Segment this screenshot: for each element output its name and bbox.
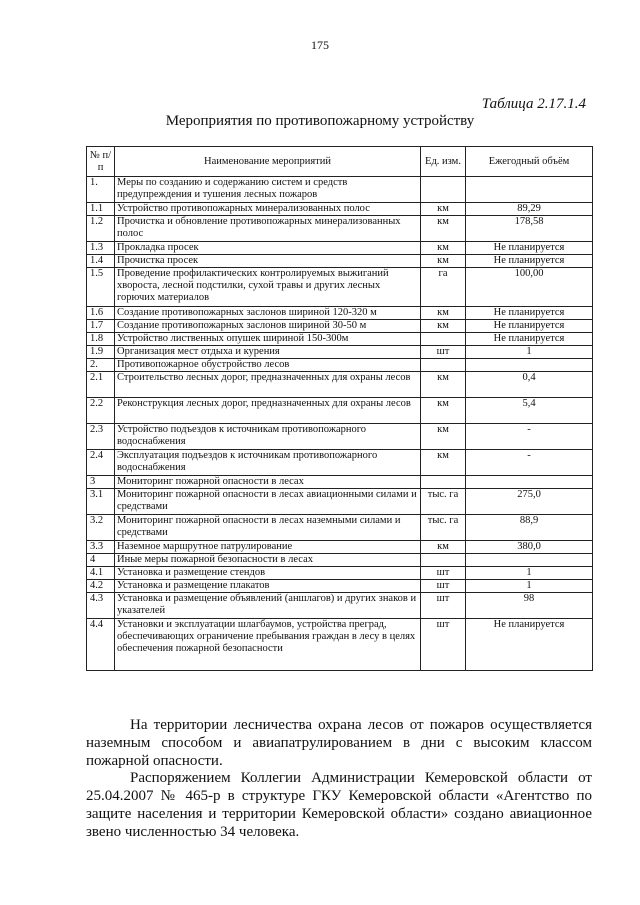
measures-table: [86, 146, 593, 671]
row-volume: [466, 177, 593, 203]
row-volume: 5,4: [466, 398, 593, 424]
table-title: Мероприятия по противопожарному устройству: [165, 113, 475, 129]
row-volume: [466, 359, 593, 372]
row-number: 1.3: [87, 242, 115, 255]
table-row: [87, 450, 593, 476]
row-name: Устройство лиственных опушек шириной 150-300м: [115, 333, 421, 346]
table-row: [87, 515, 593, 541]
table-row: [87, 424, 593, 450]
row-number: 1.5: [87, 268, 115, 307]
row-volume: 88,9: [466, 515, 593, 541]
table-row: [87, 580, 593, 593]
row-name: Эксплуатация подъездов к источникам противопожарного водоснабжения: [115, 450, 421, 476]
row-name: Установка и размещение объявлений (аншлагов) и других знаков и указателей: [115, 593, 421, 619]
row-number: 2.3: [87, 424, 115, 450]
row-name: Иные меры пожарной безопасности в лесах: [115, 554, 421, 567]
row-number: 3: [87, 476, 115, 489]
row-name: Прокладка просек: [115, 242, 421, 255]
row-volume: Не планируется: [466, 242, 593, 255]
row-number: 1.2: [87, 216, 115, 242]
table-row: [87, 307, 593, 320]
row-name: Установки и эксплуатации шлагбаумов, устройства преград, обеспечивающих ограничение пребывания граждан в лесу в целях обеспечения пожарной безопасности: [115, 619, 421, 671]
row-volume: 1: [466, 567, 593, 580]
table-row: [87, 489, 593, 515]
row-unit: км: [421, 372, 466, 398]
paragraph-aviation-unit: Распоряжением Коллегии Администрации Кемеровской области от 25.04.2007 № 465-р в структуре ГКУ Кемеровской области «Агентство по защите населения и территории Кемеровской области» создано авиационное звено численностью 34 человека.: [86, 770, 592, 840]
table-row: [87, 372, 593, 398]
row-volume: 178,58: [466, 216, 593, 242]
table-row: [87, 203, 593, 216]
row-name: Создание противопожарных заслонов шириной 30-50 м: [115, 320, 421, 333]
row-unit: тыс. га: [421, 489, 466, 515]
row-name: Установка и размещение плакатов: [115, 580, 421, 593]
row-volume: Не планируется: [466, 307, 593, 320]
row-volume: 275,0: [466, 489, 593, 515]
row-unit: км: [421, 541, 466, 554]
row-name: Прочистка и обновление противопожарных минерализованных полос: [115, 216, 421, 242]
row-name: Создание противопожарных заслонов шириной 120-320 м: [115, 307, 421, 320]
row-unit: км: [421, 424, 466, 450]
row-volume: 380,0: [466, 541, 593, 554]
row-unit: км: [421, 450, 466, 476]
row-number: 4.4: [87, 619, 115, 671]
table-row: [87, 255, 593, 268]
row-name: Проведение профилактических контролируемых выжиганий хвороста, лесной подстилки, сухой травы и других лесных горючих материалов: [115, 268, 421, 307]
row-number: 1.7: [87, 320, 115, 333]
row-volume: 98: [466, 593, 593, 619]
row-unit: км: [421, 255, 466, 268]
table-row: [87, 554, 593, 567]
table-row: [87, 333, 593, 346]
header-unit: Ед. изм.: [421, 147, 466, 177]
row-unit: [421, 359, 466, 372]
row-volume: 89,29: [466, 203, 593, 216]
paragraph-protection-methods: На территории лесничества охрана лесов от пожаров осуществляется наземным способом и авиапатрулированием в дни с высоким классом пожарной опасности.: [86, 717, 592, 769]
row-unit: шт: [421, 619, 466, 671]
row-volume: Не планируется: [466, 333, 593, 346]
row-name: Организация мест отдыха и курения: [115, 346, 421, 359]
row-unit: тыс. га: [421, 515, 466, 541]
row-number: 1.1: [87, 203, 115, 216]
table-row: [87, 619, 593, 671]
row-name: Устройство противопожарных минерализованных полос: [115, 203, 421, 216]
row-number: 1.9: [87, 346, 115, 359]
row-volume: Не планируется: [466, 619, 593, 671]
row-unit: шт: [421, 593, 466, 619]
table-row: [87, 567, 593, 580]
row-name: Мониторинг пожарной опасности в лесах авиационными силами и средствами: [115, 489, 421, 515]
row-unit: км: [421, 307, 466, 320]
header-volume: Ежегодный объём: [466, 147, 593, 177]
row-volume: Не планируется: [466, 255, 593, 268]
row-name: Прочистка просек: [115, 255, 421, 268]
table-row: [87, 346, 593, 359]
table-row: [87, 268, 593, 307]
row-unit: га: [421, 268, 466, 307]
row-volume: [466, 554, 593, 567]
row-number: 1.8: [87, 333, 115, 346]
row-volume: 1: [466, 580, 593, 593]
row-number: 4.3: [87, 593, 115, 619]
row-number: 2.4: [87, 450, 115, 476]
row-name: Наземное маршрутное патрулирование: [115, 541, 421, 554]
row-number: 4.1: [87, 567, 115, 580]
row-unit: [421, 177, 466, 203]
header-name: Наименование мероприятий: [115, 147, 421, 177]
table-row: [87, 398, 593, 424]
row-unit: шт: [421, 567, 466, 580]
row-number: 1.: [87, 177, 115, 203]
row-number: 2.1: [87, 372, 115, 398]
row-unit: км: [421, 398, 466, 424]
table-header-row: [87, 147, 593, 177]
row-name: Мониторинг пожарной опасности в лесах наземными силами и средствами: [115, 515, 421, 541]
row-name: Мониторинг пожарной опасности в лесах: [115, 476, 421, 489]
row-name: Установка и размещение стендов: [115, 567, 421, 580]
row-unit: [421, 554, 466, 567]
row-number: 3.2: [87, 515, 115, 541]
row-name: Реконструкция лесных дорог, предназначенных для охраны лесов: [115, 398, 421, 424]
row-number: 4.2: [87, 580, 115, 593]
table-row: [87, 242, 593, 255]
row-volume: 100,00: [466, 268, 593, 307]
row-unit: шт: [421, 580, 466, 593]
row-name: Строительство лесных дорог, предназначенных для охраны лесов: [115, 372, 421, 398]
row-unit: км: [421, 320, 466, 333]
row-name: Противопожарное обустройство лесов: [115, 359, 421, 372]
table-row: [87, 216, 593, 242]
table-row: [87, 541, 593, 554]
row-unit: шт: [421, 346, 466, 359]
row-number: 3.3: [87, 541, 115, 554]
table-reference: Таблица 2.17.1.4: [481, 96, 586, 112]
table-row: [87, 320, 593, 333]
row-volume: -: [466, 450, 593, 476]
row-number: 3.1: [87, 489, 115, 515]
row-volume: [466, 476, 593, 489]
row-number: 2.: [87, 359, 115, 372]
table-row: [87, 359, 593, 372]
row-number: 2.2: [87, 398, 115, 424]
row-name: Меры по созданию и содержанию систем и средств предупреждения и тушения лесных пожаров: [115, 177, 421, 203]
header-number: № п/п: [87, 147, 115, 177]
row-number: 4: [87, 554, 115, 567]
row-unit: [421, 476, 466, 489]
table-row: [87, 476, 593, 489]
row-volume: 0,4: [466, 372, 593, 398]
row-volume: 1: [466, 346, 593, 359]
row-unit: км: [421, 216, 466, 242]
row-number: 1.4: [87, 255, 115, 268]
page-number: 175: [311, 38, 329, 52]
table-row: [87, 593, 593, 619]
row-unit: км: [421, 203, 466, 216]
row-volume: -: [466, 424, 593, 450]
row-number: 1.6: [87, 307, 115, 320]
row-volume: Не планируется: [466, 320, 593, 333]
row-name: Устройство подъездов к источникам противопожарного водоснабжения: [115, 424, 421, 450]
row-unit: [421, 333, 466, 346]
table-row: [87, 177, 593, 203]
row-unit: км: [421, 242, 466, 255]
